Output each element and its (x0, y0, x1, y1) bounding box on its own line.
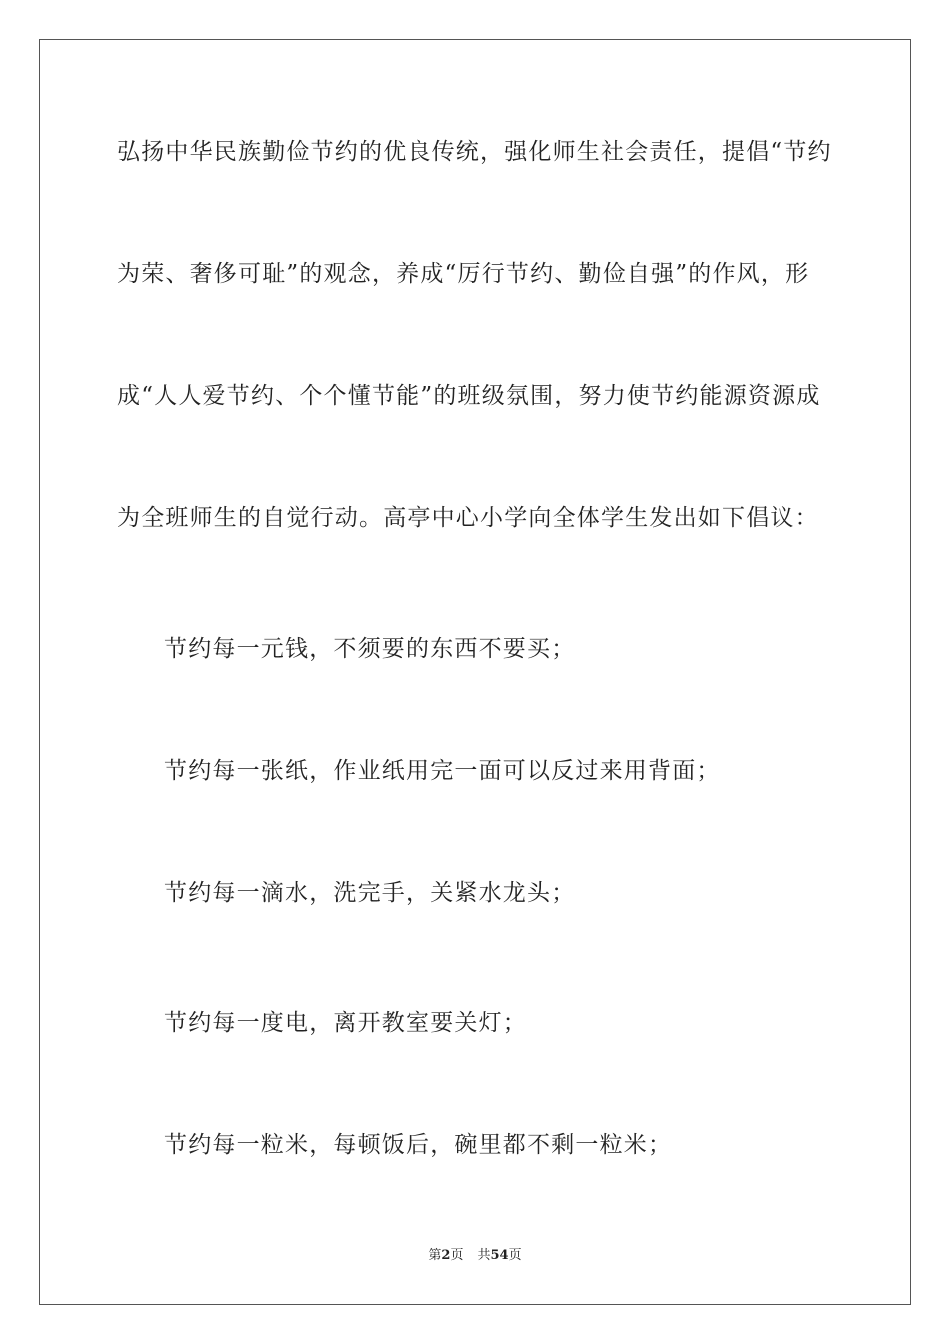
total-label-suffix: 页 (508, 1248, 522, 1263)
page-label-suffix: 页 (450, 1248, 464, 1263)
body-text-line: 成“人人爱节约、个个懂节能”的班级氛围，努力使节约能源资源成 (117, 383, 821, 409)
body-text-line: 为荣、奢侈可耻”的观念，养成“厉行节约、勤俭自强”的作风，形 (117, 261, 810, 287)
body-text-line: 弘扬中华民族勤俭节约的优良传统，强化师生社会责任，提倡“节约 (117, 139, 832, 165)
total-label-prefix: 共 (477, 1248, 491, 1263)
page-number: 2 (441, 1248, 451, 1263)
proposal-item: 节约每一张纸，作业纸用完一面可以反过来用背面； (164, 758, 721, 784)
proposal-item: 节约每一粒米，每顿饭后，碗里都不剩一粒米； (164, 1132, 673, 1158)
proposal-item: 节约每一滴水，洗完手，关紧水龙头； (164, 880, 576, 906)
proposal-item: 节约每一元钱，不须要的东西不要买； (164, 636, 576, 662)
page-frame (39, 39, 911, 1305)
page-label-prefix: 第 (428, 1248, 442, 1263)
total-pages: 54 (490, 1248, 509, 1263)
proposal-item: 节约每一度电，离开教室要关灯； (164, 1010, 527, 1036)
body-text-line: 为全班师生的自觉行动。高亭中心小学向全体学生发出如下倡议： (117, 505, 819, 531)
page-footer (0, 1247, 950, 1265)
